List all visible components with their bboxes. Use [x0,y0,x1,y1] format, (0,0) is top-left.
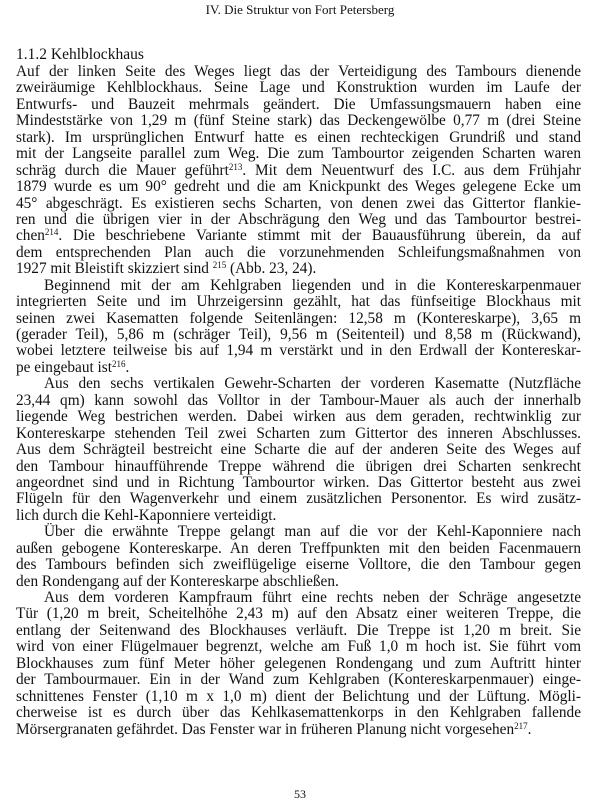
text-line: 23,44 qm) kann sowohl das Volltor in der Tambour-Mauer als auch der innerhalb [16,391,581,409]
text-line: stark). Im ursprünglichen Entwurf hatte es einen rechteckigen Grundriß und stand [16,128,581,146]
text-line: Auf der linken Seite des Weges liegt das der Verteidigung des Tambours dienende [16,63,581,80]
paragraph [16,590,581,738]
text-line: Über die erwähnte Treppe gelangt man auf die vor der Kehl-Kaponniere nach [44,523,581,541]
text-line: cherweise ist es durch über das Kehlkasemattenkorps in den Kehlgraben fallende [16,704,581,722]
text-line: schnittenes Fenster (1,10 m x 1,0 m) dient der Belichtung und der Lüftung. Mögli- [16,687,581,705]
text-line: Beginnend mit der am Kehlgraben liegenden und in die Kontereskarpenmauer [44,276,581,294]
text-line: Mörsergranaten gefährdet. Das Fenster war in früheren Planung nicht vorgesehen$^{217}$. [16,720,532,738]
text-line: des Tambours befinden sich zweiflügelige eiserne Volltore, die den Tambour gegen [16,556,581,574]
text-line: schräg durch die Mauer geführt$^{213}$. Mit dem Neuentwurf des I.C. aus dem Frühjahr [16,161,581,179]
text-line: dem entsprechenden Plan auch die vorzunehmenden Schleifungsmaßnahmen von [16,243,581,261]
section-heading: 1.1.2 Kehlblockhaus [16,46,144,63]
text-line: liegende Weg bestrichen werden. Dabei wirken aus dem geraden, rechtwinklig zur [16,408,581,426]
text-line: Flügeln für den Wagenverkehr und einem zusätzlichen Personentor. Es wird zusätz- [16,490,581,508]
paragraph [16,376,581,524]
text-line: Mindeststärke von 1,29 m (fünf Steine stark) das Deckengewölbe 0,77 m (drei Steine [16,112,581,130]
text-line: Aus dem Schrägteil bestreicht eine Scharte die auf der anderen Seite des Weges auf [16,441,581,459]
text-line: wird von einer Flügelmauer begrenzt, welche am Fuß 1,0 m hoch ist. Sie führt vom [16,638,581,656]
page-number: 53 [294,787,306,801]
footnote-ref: 215 [212,260,227,271]
text-line: Aus den sechs vertikalen Gewehr-Scharten der vorderen Kasematte (Nutzfläche [44,375,581,393]
footnote-ref: 217 [514,720,528,731]
text-line: chen$^{214}$. Die beschriebene Variante stimmt mit der Bauausführung überein, da auf [16,227,581,245]
text-line: integrierten Seite und im Uhrzeigersinn gezählt, hat das fünfseitige Blockhaus mit [16,293,581,311]
footnote-ref: 216 [112,358,126,369]
text-line: Aus dem vorderen Kampfraum führt eine rechts neben der Schräge angesetzte [44,589,581,606]
text-line: lich durch die Kehl-Kaponniere verteidigt. [16,506,277,524]
paragraph [16,278,581,377]
text-line: entlang der Seitenwand des Blockhauses verläuft. Die Treppe ist 1,20 m breit. Sie [16,621,581,639]
text-line: Blockhauses zum fünf Meter höher gelegenen Rondengang und zum Auftritt hinter [16,654,581,672]
text-line: Tür (1,20 m breit, Scheitelhöhe 2,43 m) auf den Absatz einer weiteren Treppe, die [16,605,581,623]
text-line: außen gebogene Kontereskarpe. An deren Treffpunkten mit den beiden Facenmauern [16,539,581,557]
paragraph [16,524,581,590]
paragraph [16,64,581,278]
text-line: seinen zwei Kasematten folgende Seitenlängen: 12,58 m (Kontereskarpe), 3,65 m [16,309,581,327]
text-line: 45° abgeschrägt. Es existieren sechs Scharten, von denen zwei das Gittertor flankie- [16,194,581,212]
running-head: IV. Die Struktur von Fort Petersberg [205,2,395,17]
footnote-ref: 214 [44,227,59,238]
text-line: pe eingebaut ist$^{216}$. [16,358,130,376]
text-line: wobei letztere teilweise bis auf 1,94 m verstärkt und in den Erdwall der Kontereskar- [16,342,581,360]
text-line: angeordnet sind und in Richtung Tambourtor wirken. Das Gittertor besteht aus zwei [16,473,581,491]
text-line: zweiräumige Kehlblockhaus. Seine Lage und Konstruktion wurden im Laufe der [16,79,581,97]
text-line: den Rondengang auf der Kontereskarpe abschließen. [16,572,339,590]
text-line: 1927 mit Bleistift skizziert sind $^{215}$ (Abb. 23, 24). [16,260,317,278]
text-line: 1879 wurde es um 90° gedreht und die am Knickpunkt des Weges gelegene Ecke um [16,178,581,196]
body-text [16,64,581,738]
text-line: ren und die übrigen vier in der Abschrägung den Weg und das Tambourtor bestrei- [16,210,581,228]
footnote-ref: 213 [228,161,243,172]
text-line: mit der Langseite parallel zum Weg. Die zum Tambourtor zeigenden Scharten waren [16,145,581,163]
text-line: der Tambourmauer. Ein in der Wand zum Kehlgraben (Kontereskarpenmauer) einge- [16,671,581,689]
text-line: Kontereskarpe stehenden Teil zwei Scharten zum Gittertor des inneren Abschlusses. [16,424,581,442]
text-line: den Tambour hinaufführende Treppe während die übrigen drei Scharten senkrecht [16,457,581,475]
text-line: (gerader Teil), 5,86 m (schräger Teil), 9,56 m (Seitenteil) und 8,58 m (Rückwand), [16,326,581,343]
text-line: Entwurfs- und Bauzeit mehrmals geändert. Die Umfassungsmauern haben eine [16,95,581,113]
